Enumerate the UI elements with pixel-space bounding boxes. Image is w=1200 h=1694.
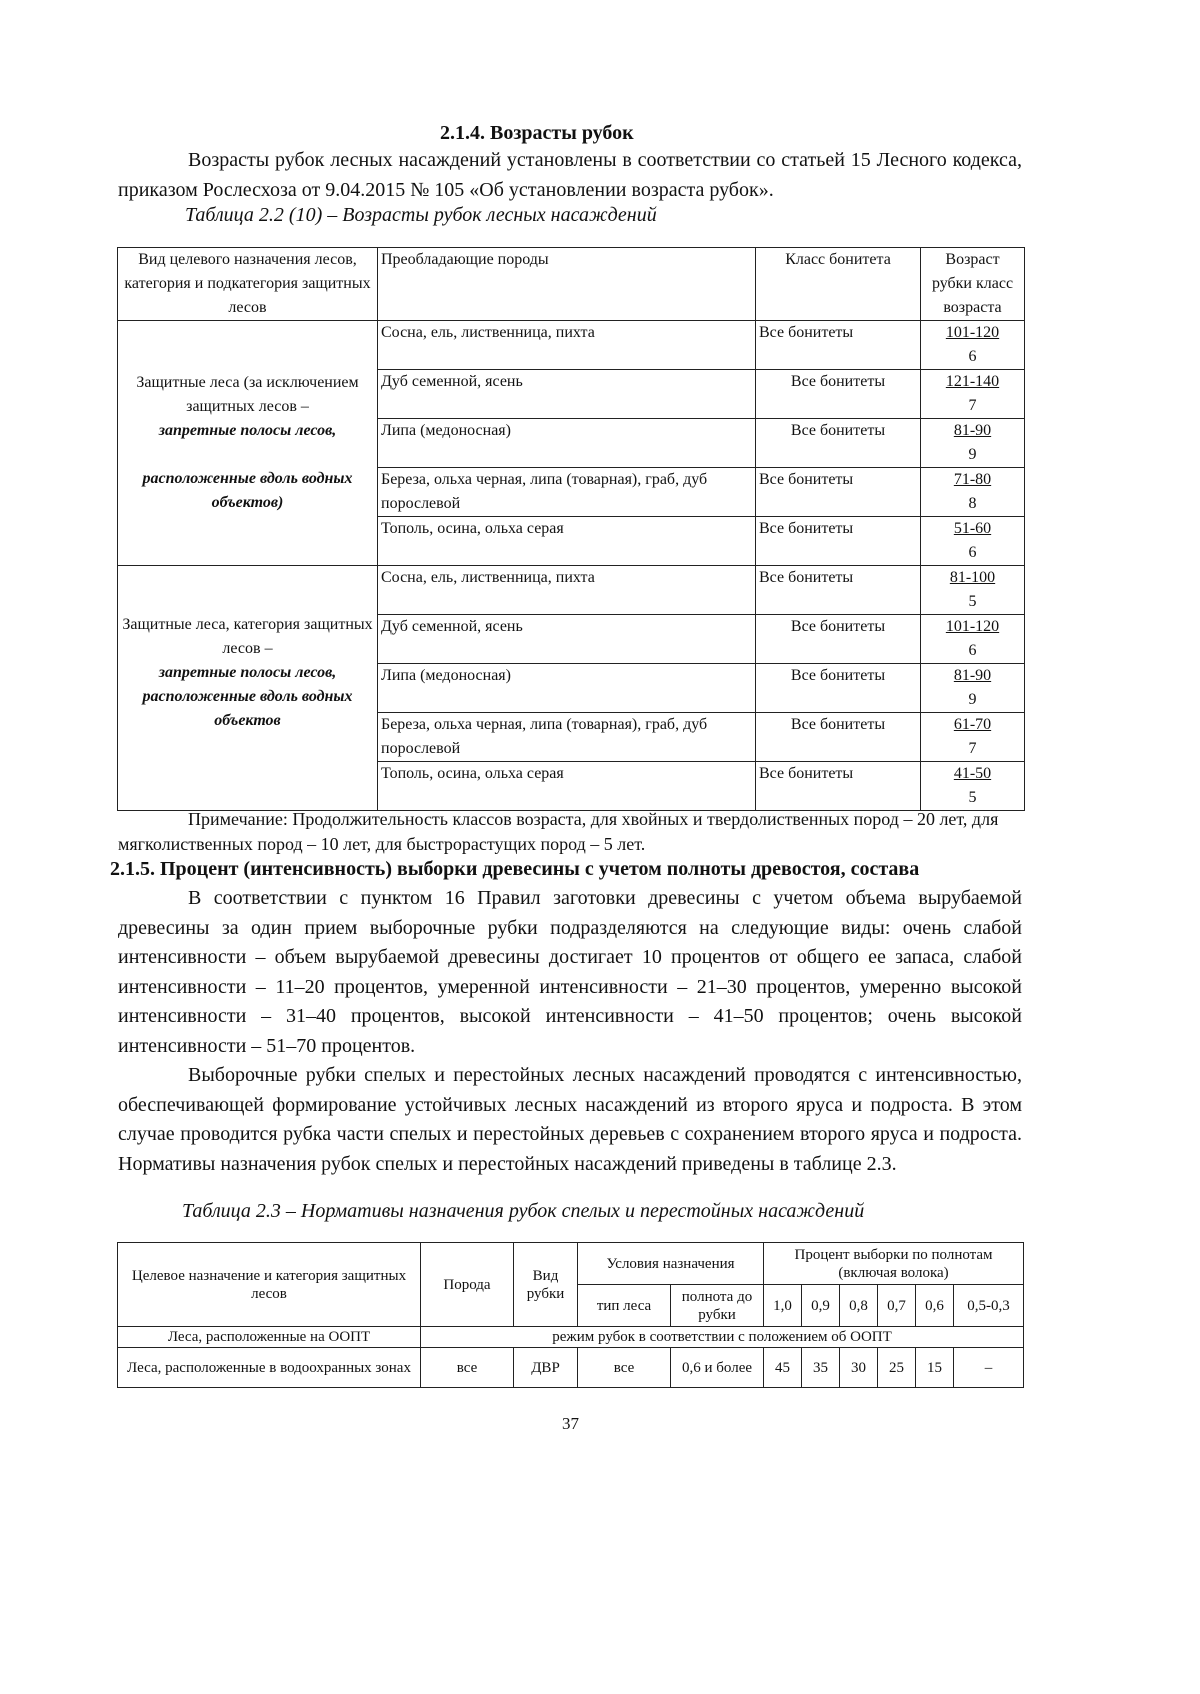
row-cut-type: ДВР	[514, 1348, 578, 1388]
age-cell	[921, 615, 1025, 664]
header-purpose: Вид целевого назначения лесов, категория и подкатегория защитных лесов	[118, 248, 378, 321]
intro-paragraph: Возрасты рубок лесных насаждений установлены в соответствии со статьей 15 Лесного кодекса, приказом Рослесхоза от 9.04.2015 № 105 «Об установлении возраста рубок».	[118, 149, 1022, 201]
table-caption-2-3: Таблица 2.3 – Нормативы назначения рубок спелых и перестойных насаждений	[182, 1200, 865, 1222]
age-class: 8	[968, 495, 977, 512]
table-row	[118, 321, 1025, 370]
bonitet-cell: Все бонитеты	[756, 321, 921, 370]
age-range: 101-120	[945, 324, 1000, 341]
species-cell: Липа (медоносная)	[378, 419, 756, 468]
species-cell: Липа (медоносная)	[378, 664, 756, 713]
header-percent: Процент выборки по полнотам (включая волока)	[764, 1243, 1024, 1285]
species-cell: Тополь, осина, ольха серая	[378, 762, 756, 811]
age-range: 71-80	[953, 471, 992, 488]
table-header-row	[118, 248, 1025, 321]
age-cell	[921, 321, 1025, 370]
row-value-0-6: 15	[916, 1348, 954, 1388]
bonitet-cell: Все бонитеты	[756, 664, 921, 713]
page-number: 37	[562, 1414, 579, 1433]
header-density-0-6: 0,6	[916, 1285, 954, 1327]
age-cell	[921, 566, 1025, 615]
header-species: Преобладающие породы	[378, 248, 756, 321]
age-class: 9	[968, 446, 977, 463]
age-range: 81-90	[953, 667, 992, 684]
table-note: Примечание: Продолжительность классов возраста, для хвойных и твердолиственных пород – 20 лет, для мягколиственных пород – 10 лет, для быстрорастущих пород – 5 лет.	[118, 809, 999, 854]
header-conditions: Условия назначения	[578, 1243, 764, 1285]
bonitet-cell: Все бонитеты	[756, 762, 921, 811]
header-cut-type: Вид рубки	[514, 1243, 578, 1327]
row-value-0-7: 25	[878, 1348, 916, 1388]
selection-norms-table	[117, 1242, 1024, 1388]
row-merged-note: режим рубок в соответствии с положением об ООПТ	[421, 1327, 1024, 1348]
age-class: 5	[968, 593, 977, 610]
species-cell: Дуб семенной, ясень	[378, 615, 756, 664]
row-purpose: Леса, расположенные на ООПТ	[118, 1327, 421, 1348]
species-cell: Дуб семенной, ясень	[378, 370, 756, 419]
bonitet-cell: Все бонитеты	[756, 566, 921, 615]
header-forest-type: тип леса	[578, 1285, 671, 1327]
header-density-0-5: 0,5-0,3	[954, 1285, 1024, 1327]
header-species: Порода	[421, 1243, 514, 1327]
section-heading-cutting-ages: 2.1.4. Возрасты рубок	[440, 122, 634, 144]
age-cell	[921, 762, 1025, 811]
age-cell	[921, 468, 1025, 517]
group-label-plain: Защитные леса, категория защитных лесов –	[122, 616, 373, 657]
table-header-row	[118, 1243, 1024, 1285]
age-range: 41-50	[953, 765, 992, 782]
table-row	[118, 1348, 1024, 1388]
group-label-plain: Защитные леса (за исключением защитных лесов –	[136, 374, 359, 415]
age-cell	[921, 370, 1025, 419]
age-range: 61-70	[953, 716, 992, 733]
row-value-0-9: 35	[802, 1348, 840, 1388]
bonitet-cell: Все бонитеты	[756, 615, 921, 664]
bonitet-cell: Все бонитеты	[756, 468, 921, 517]
species-cell: Береза, ольха черная, липа (товарная), граб, дуб порослевой	[378, 468, 756, 517]
age-class: 7	[968, 397, 977, 414]
row-density: 0,6 и более	[671, 1348, 764, 1388]
header-density-0-9: 0,9	[802, 1285, 840, 1327]
header-density-0-7: 0,7	[878, 1285, 916, 1327]
row-value-0-8: 30	[840, 1348, 878, 1388]
species-cell: Береза, ольха черная, липа (товарная), граб, дуб порослевой	[378, 713, 756, 762]
row-species: все	[421, 1348, 514, 1388]
header-density: полнота до рубки	[671, 1285, 764, 1327]
bonitet-cell: Все бонитеты	[756, 517, 921, 566]
group-label-bold-2: расположенные вдоль водных объектов)	[142, 470, 353, 511]
intensity-paragraph-2: Выборочные рубки спелых и перестойных лесных насаждений проводятся с интенсивностью, обеспечивающей формирование устойчивых лесных насаждений из второго яруса и подроста. В этом случае проводится рубка части спелых и перестойных деревьев с сохранением второго яруса и подроста. Нормативы назначения рубок спелых и перестойных насаждений приведены в таблице 2.3.	[118, 1064, 1022, 1175]
age-cell	[921, 517, 1025, 566]
intensity-paragraph-1: В соответствии с пунктом 16 Правил заготовки древесины с учетом объема вырубаемой древесины за один прием выборочные рубки подразделяются на следующие виды: очень слабой интенсивности – объем вырубаемой древесины достигает 10 процентов от общего ее запаса, слабой интенсивности – 11–20 процентов, умеренной интенсивности – 21–30 процентов, умеренно высокой интенсивности – 31–40 процентов, высокой интенсивности – 41–50 процентов; очень высокой интенсивности – 51–70 процентов.	[118, 887, 1022, 1057]
bonitet-cell: Все бонитеты	[756, 713, 921, 762]
age-class: 6	[968, 544, 977, 561]
age-class: 5	[968, 789, 977, 806]
row-purpose: Леса, расположенные в водоохранных зонах	[118, 1348, 421, 1388]
age-class: 6	[968, 348, 977, 365]
bonitet-cell: Все бонитеты	[756, 370, 921, 419]
age-class: 6	[968, 642, 977, 659]
group-label-bold: запретные полосы лесов, расположенные вдоль водных объектов	[142, 664, 353, 729]
row-value-0-5: –	[954, 1348, 1024, 1388]
group-label-bold-1: запретные полосы лесов,	[158, 422, 337, 439]
species-cell: Тополь, осина, ольха серая	[378, 517, 756, 566]
species-cell: Сосна, ель, лиственница, пихта	[378, 321, 756, 370]
age-range: 121-140	[945, 373, 1000, 390]
age-range: 51-60	[953, 520, 992, 537]
age-class: 9	[968, 691, 977, 708]
table-row	[118, 1327, 1024, 1348]
species-cell: Сосна, ель, лиственница, пихта	[378, 566, 756, 615]
header-density-0-8: 0,8	[840, 1285, 878, 1327]
header-age: Возраст рубки класс возраста	[921, 248, 1025, 321]
age-class: 7	[968, 740, 977, 757]
group-label-restricted-strips	[118, 566, 378, 811]
age-cell	[921, 713, 1025, 762]
header-density-1-0: 1,0	[764, 1285, 802, 1327]
age-range: 81-100	[949, 569, 996, 586]
row-forest-type: все	[578, 1348, 671, 1388]
cutting-ages-table	[117, 247, 1025, 811]
age-range: 81-90	[953, 422, 992, 439]
age-cell	[921, 419, 1025, 468]
row-value-1-0: 45	[764, 1348, 802, 1388]
table-row	[118, 566, 1025, 615]
table-caption-2-2: Таблица 2.2 (10) – Возрасты рубок лесных насаждений	[185, 204, 657, 226]
age-range: 101-120	[945, 618, 1000, 635]
header-purpose: Целевое назначение и категория защитных лесов	[118, 1243, 421, 1327]
age-cell	[921, 664, 1025, 713]
bonitet-cell: Все бонитеты	[756, 419, 921, 468]
section-heading-intensity: 2.1.5. Процент (интенсивность) выборки древесины с учетом полноты древостоя, состава	[110, 858, 920, 880]
header-bonitet: Класс бонитета	[756, 248, 921, 321]
group-label-protective	[118, 321, 378, 566]
